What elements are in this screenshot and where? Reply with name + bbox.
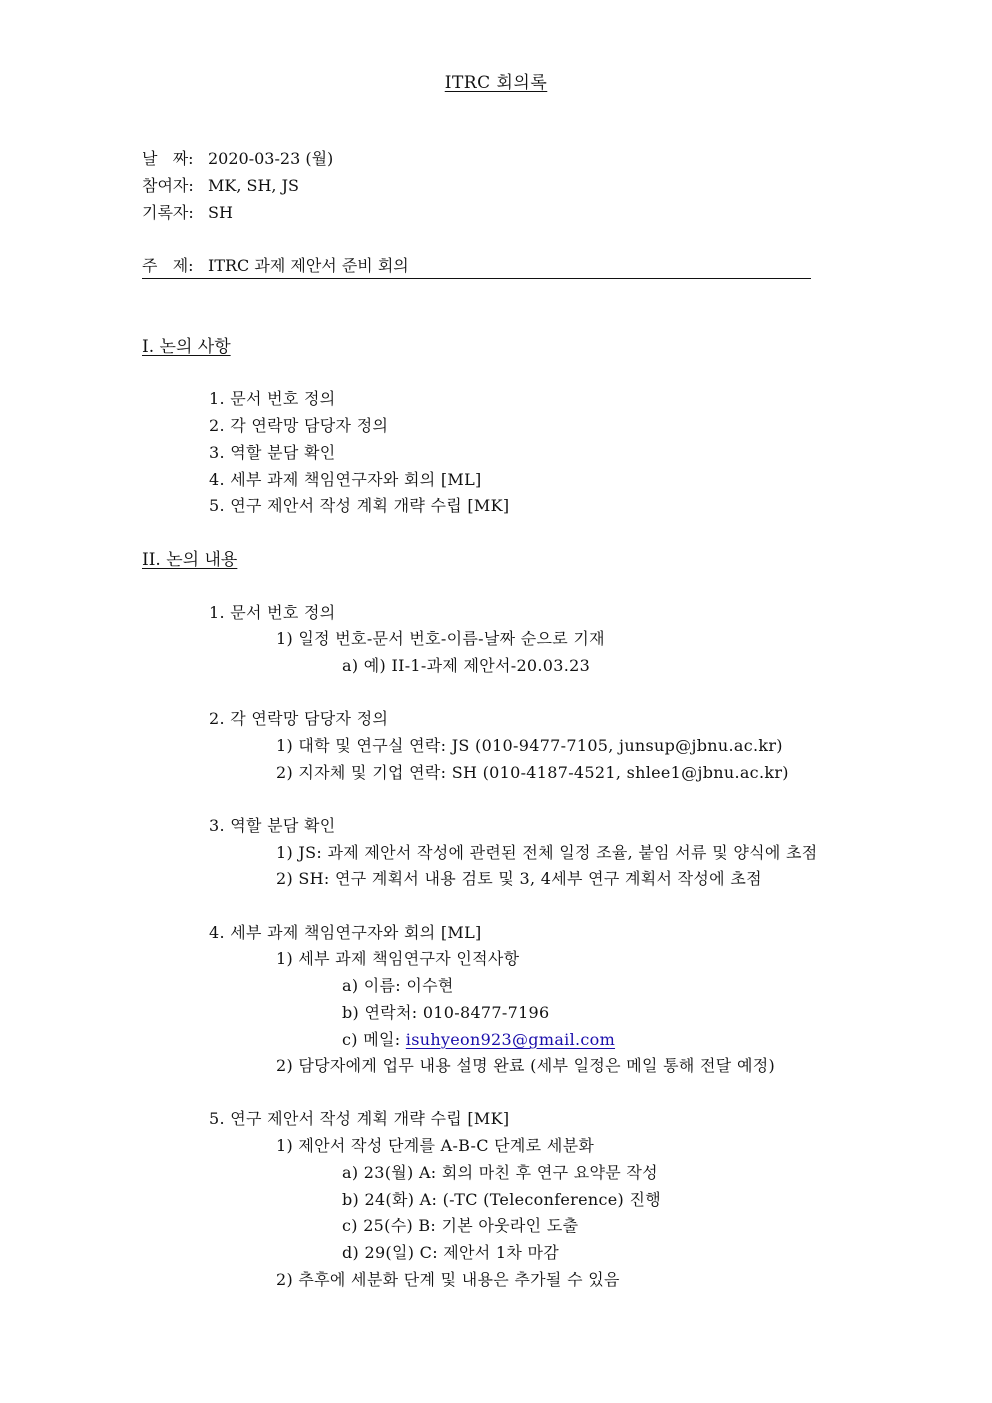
discussion-subline: b) 연락처: 010-8477-7196 (342, 1003, 550, 1022)
discussion-subline-email (342, 1029, 615, 1051)
discussion-block-title: 1. 문서 번호 정의 (209, 603, 336, 622)
discussion-subline: d) 29(일) C: 제안서 1차 마감 (342, 1243, 560, 1262)
discussion-line: 1) 일정 번호-문서 번호-이름-날짜 순으로 기재 (276, 629, 605, 648)
discussion-line: 1) 대학 및 연구실 연락: JS (010-9477-7105, junsup@jbnu.ac.kr) (276, 736, 783, 755)
agenda-item: 4. 세부 과제 책임연구자와 회의 [ML] (209, 470, 482, 489)
discussion-subline: a) 예) II-1-과제 제안서-20.03.23 (342, 656, 591, 675)
discussion-line: 1) 세부 과제 책임연구자 인적사항 (276, 949, 520, 968)
subject-line (142, 256, 811, 279)
section-2-heading: II. 논의 내용 (142, 550, 238, 570)
subject-label: 주 제: (142, 256, 194, 275)
meta-recorder-value: SH (208, 203, 233, 222)
meta-recorder-label: 기록자: (142, 203, 194, 222)
discussion-block-title: 3. 역할 분담 확인 (209, 816, 336, 835)
discussion-subline: a) 23(월) A: 회의 마친 후 연구 요약문 작성 (342, 1163, 658, 1182)
meta-participants-value: MK, SH, JS (208, 176, 299, 195)
meta-date-label: 날 짜: (142, 149, 194, 168)
document-title: ITRC 회의록 (444, 73, 548, 93)
meta-date-value: 2020-03-23 (월) (208, 149, 334, 168)
agenda-item: 1. 문서 번호 정의 (209, 389, 336, 408)
discussion-subline: b) 24(화) A: (-TC (Teleconference) 진행 (342, 1190, 661, 1209)
agenda-item: 2. 각 연락망 담당자 정의 (209, 416, 389, 435)
discussion-block-title: 2. 각 연락망 담당자 정의 (209, 709, 389, 728)
subject-value: ITRC 과제 제안서 준비 회의 (208, 256, 409, 275)
meta-date-row (142, 148, 333, 175)
section-1-heading: I. 논의 사항 (142, 337, 231, 357)
discussion-line: 1) JS: 과제 제안서 작성에 관련된 전체 일정 조율, 붙임 서류 및 양식에 초점 (276, 843, 818, 862)
meta-participants-label: 참여자: (142, 176, 194, 195)
meta-recorder-row (142, 202, 333, 229)
discussion-block-title: 5. 연구 제안서 작성 계획 개략 수립 [MK] (209, 1109, 510, 1128)
email-label: c) 메일: (342, 1030, 406, 1049)
agenda-item: 5. 연구 제안서 작성 계획 개략 수립 [MK] (209, 496, 510, 515)
meta-block (142, 148, 333, 229)
discussion-subline: c) 25(수) B: 기본 아웃라인 도출 (342, 1216, 579, 1235)
discussion-line: 2) 담당자에게 업무 내용 설명 완료 (세부 일정은 메일 통해 전달 예정) (276, 1056, 776, 1075)
discussion-block-title: 4. 세부 과제 책임연구자와 회의 [ML] (209, 923, 482, 942)
discussion-line: 1) 제안서 작성 단계를 A-B-C 단계로 세분화 (276, 1136, 595, 1155)
agenda-item: 3. 역할 분담 확인 (209, 443, 336, 462)
meta-participants-row (142, 175, 333, 202)
discussion-line: 2) SH: 연구 계획서 내용 검토 및 3, 4세부 연구 계획서 작성에 초점 (276, 869, 762, 888)
discussion-subline: a) 이름: 이수현 (342, 976, 454, 995)
discussion-line: 2) 지자체 및 기업 연락: SH (010-4187-4521, shlee1@jbnu.ac.kr) (276, 763, 789, 782)
discussion-line: 2) 추후에 세분화 단계 및 내용은 추가될 수 있음 (276, 1270, 620, 1289)
email-link[interactable]: isuhyeon923@gmail.com (405, 1030, 616, 1049)
